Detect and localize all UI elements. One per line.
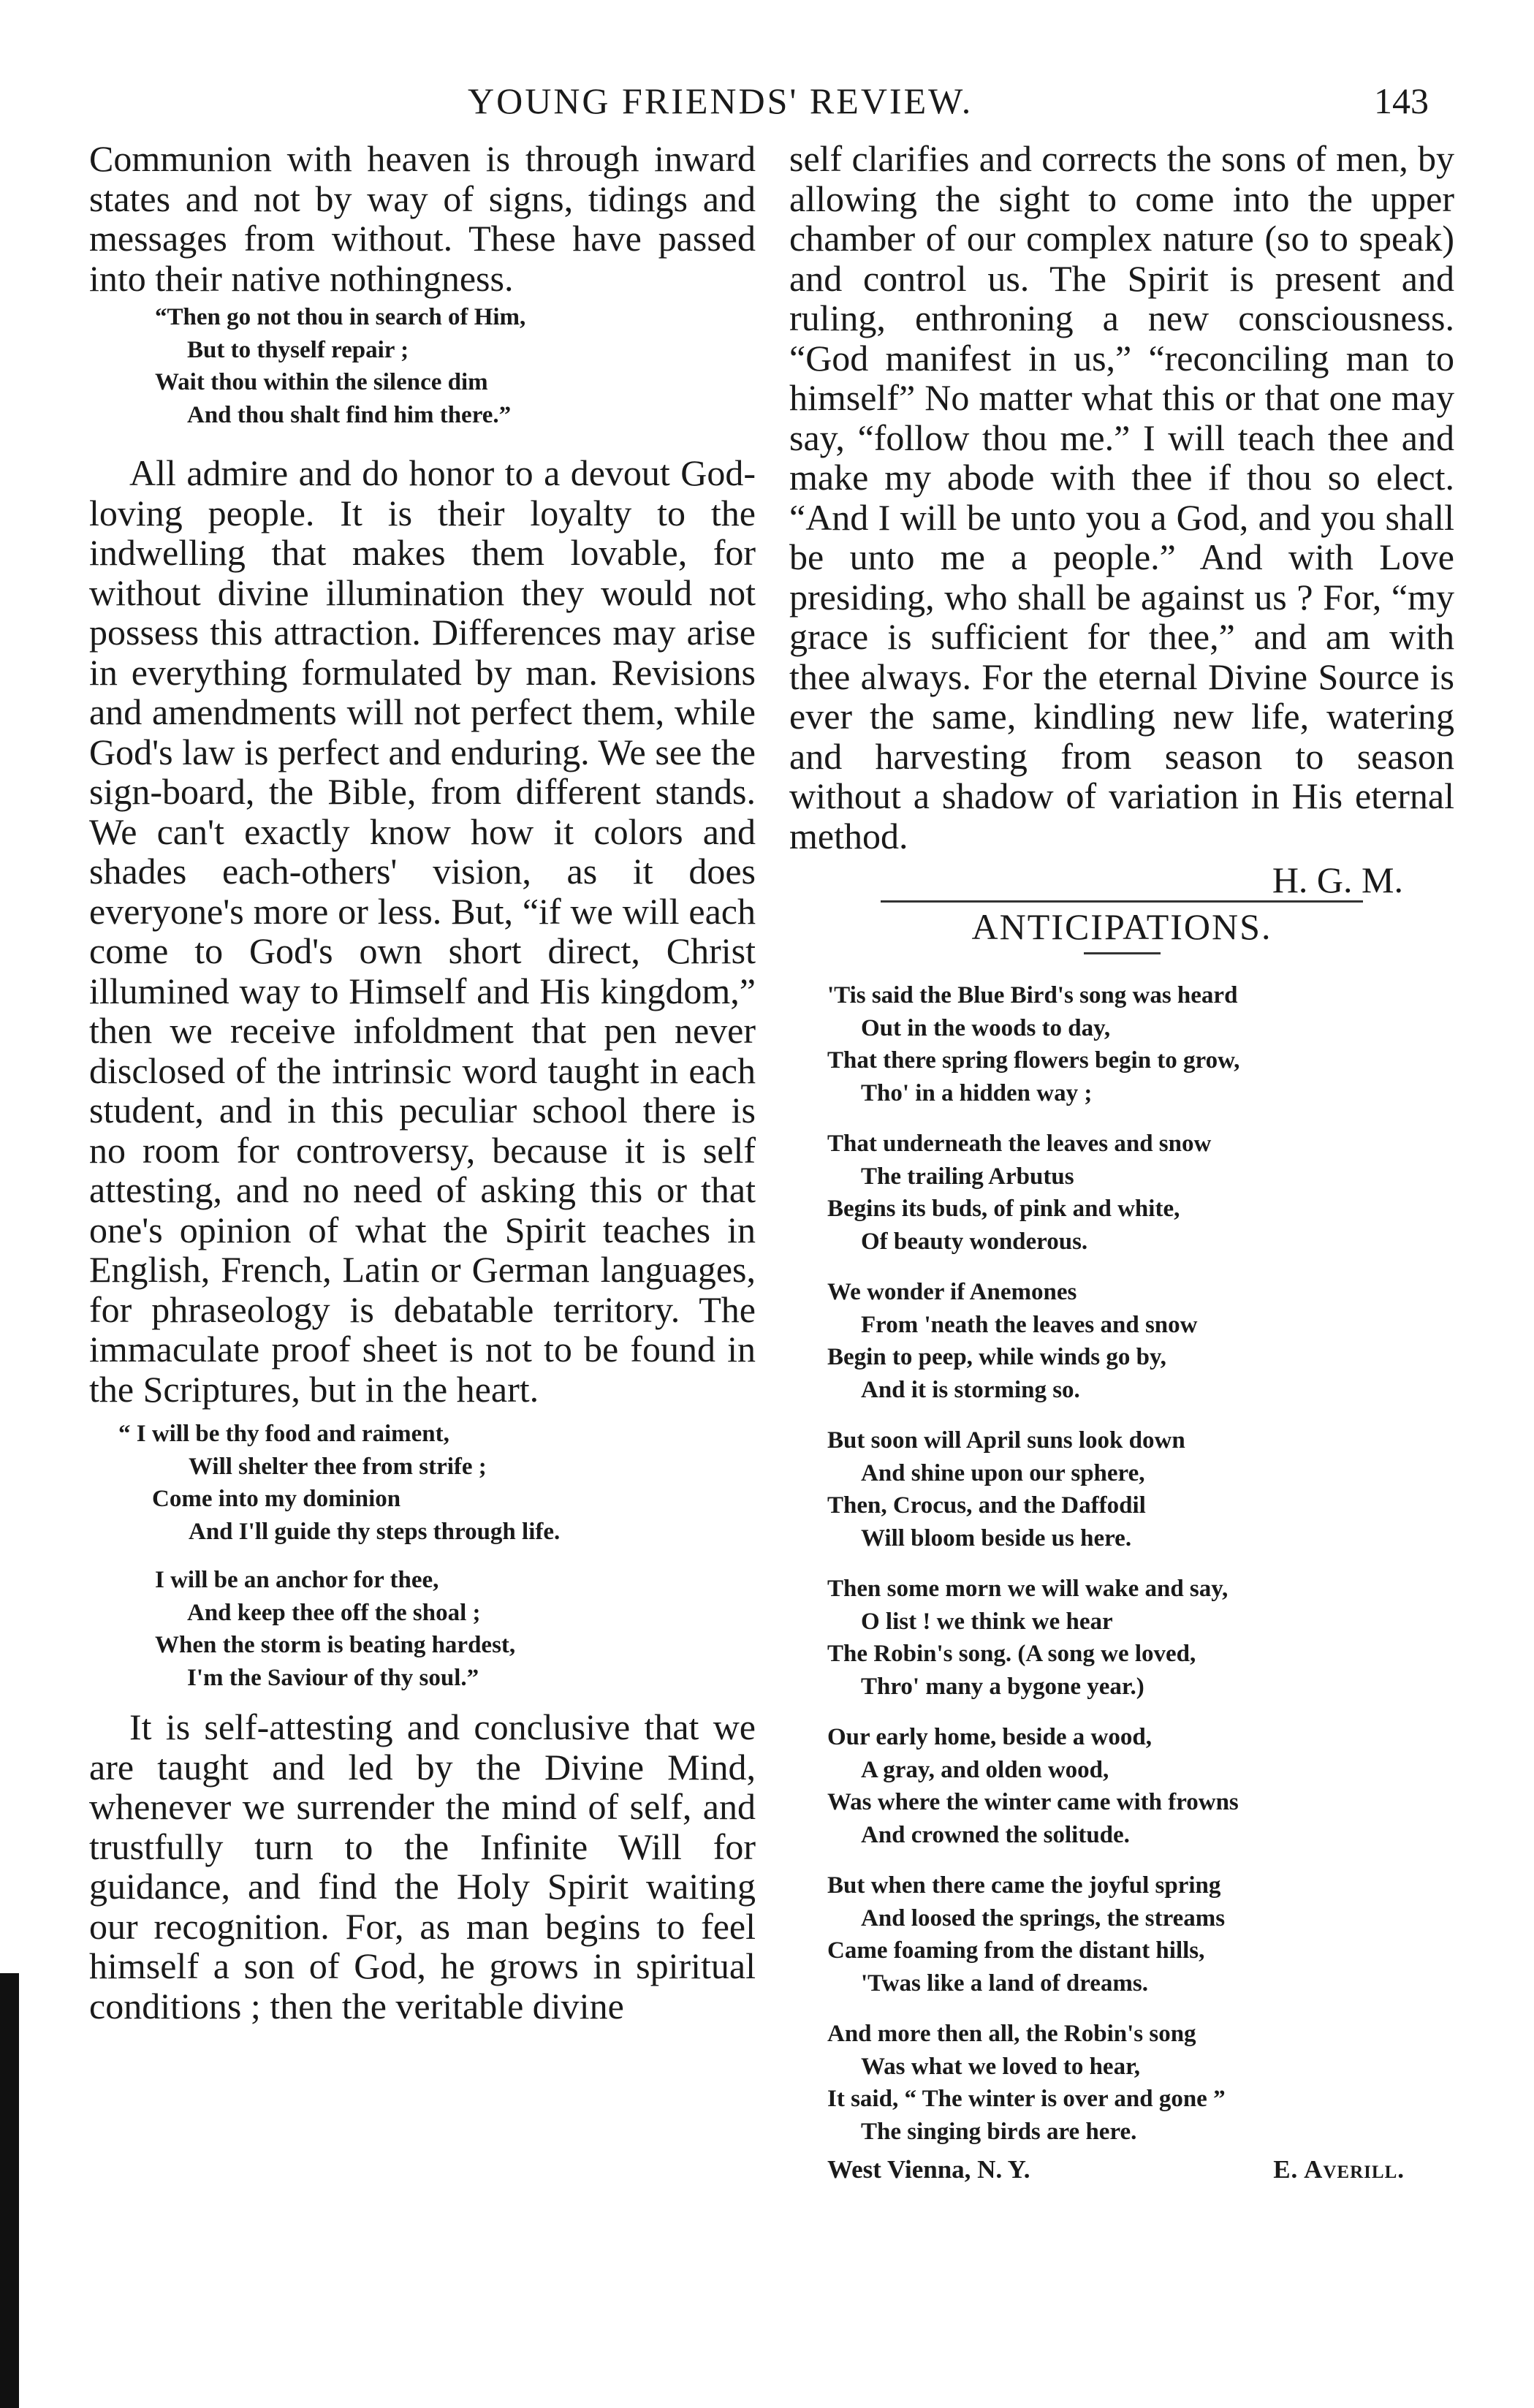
verse-line: And keep thee off the shoal ;: [187, 1599, 481, 1626]
scan-edge: [0, 1973, 19, 2408]
paragraph: self clarifies and corrects the sons of men, by allowing the sight to come into the upper chamber of our complex nature (so to speak) and control us. The Spirit is present and ruling, enthroning a new consciousness. “God manifest in us,” “reconciling man to himself” No matter what this or that one may say, “follow thou me.” I will teach thee and make my abode with thee if thou so elect. “And I will be unto you a God, and you shall be unto me a people.” And with Love presiding, who shall be against us ? For, “my grace is sufficient for thee,” and am with thee always. For the eternal Divine Source is ever the same, kindling new life, watering and harvesting from season to season without a shadow of variation in His eternal method.: [789, 138, 1454, 857]
verse-line: A gray, and olden wood,: [861, 1756, 1109, 1783]
verse-line: That underneath the leaves and snow: [827, 1131, 1212, 1157]
verse-line: Was what we loved to hear,: [861, 2053, 1140, 2080]
poem-stanza: [827, 1128, 1454, 1258]
paragraph: It is self-attesting and conclusive that we are taught and led by the Divine Mind, whenever we surrender the mind of self, and trustfully turn to the Infinite Will for guidance, and find the Holy Spirit waiting our recognition. For, as man begins to feel himself a son of God, he grows in spiritual conditions ; then the veritable divine: [89, 1706, 756, 2027]
running-title: YOUNG FRIENDS' REVIEW.: [468, 80, 973, 121]
poem-stanza: [827, 1424, 1454, 1554]
poem-credit: [827, 2150, 1405, 2190]
verse-line: And it is storming so.: [861, 1376, 1080, 1403]
verse-line: O list ! we think we hear: [861, 1608, 1113, 1635]
author-name: E. Averill.: [1273, 2155, 1405, 2184]
verse-line: Will shelter thee from strife ;: [189, 1453, 487, 1480]
verse-line: Then, Crocus, and the Daffodil: [827, 1492, 1146, 1519]
verse-line: Then some morn we will wake and say,: [827, 1576, 1229, 1602]
verse-line: The trailing Arbutus: [861, 1163, 1074, 1190]
verse-line: Our early home, beside a wood,: [827, 1724, 1152, 1750]
verse-line: I will be an anchor for thee,: [155, 1567, 439, 1593]
verse-line: But soon will April suns look down: [827, 1427, 1185, 1454]
right-column: [789, 139, 1454, 2190]
verse-line: Out in the woods to day,: [861, 1014, 1111, 1041]
verse-line: Was where the winter came with frowns: [827, 1789, 1239, 1815]
verse-line: And shine upon our sphere,: [861, 1459, 1145, 1486]
verse-line: It said, “ The winter is over and gone ”: [827, 2086, 1226, 2112]
poem-stanza: [827, 1721, 1454, 1851]
signature: H. G. M.: [1272, 859, 1403, 900]
verse-line: “Then go not thou in search of Him,: [155, 304, 526, 330]
verse-line: Will bloom beside us here.: [861, 1524, 1132, 1551]
poem: [789, 979, 1454, 2190]
verse-line: Came foaming from the distant hills,: [827, 1937, 1205, 1964]
left-column: [89, 139, 756, 2026]
verse-line: Of beauty wonderous.: [861, 1228, 1088, 1255]
paragraph: All admire and do honor to a devout God-loving people. It is their loyalty to the indwelling that makes them lovable, for without divine illumination they would not possess this attraction. Differences may arise in everything formulated by man. Revisions and amendments will not perfect them, while God's law is perfect and enduring. We see the sign-board, the Bible, from different stands. We can't exactly know how it colors and shades each-others' vision, as it does everyone's more or less. But, “if we will each come to God's own short direct, Christ illumined way to Himself and His kingdom,” then we receive infoldment that pen never disclosed of the intrinsic word taught in each student, and in this peculiar school there is no room for controversy, because it is self attesting, and no need of asking this or that one's opinion of what the Spirit teaches in English, French, Latin or German languages, for phraseology is debatable territory. The immaculate proof sheet is not to be found in the Scriptures, but in the heart.: [89, 452, 756, 1410]
verse-line: The singing birds are here.: [861, 2118, 1137, 2145]
verse-line: And more then all, the Robin's song: [827, 2021, 1196, 2047]
quotation-verse: [89, 1418, 756, 1548]
verse-line: When the storm is beating hardest,: [155, 1632, 516, 1658]
verse-line: And loosed the springs, the streams: [861, 1904, 1226, 1932]
verse-line: The Robin's song. (A song we loved,: [827, 1641, 1196, 1667]
place-line: West Vienna, N. Y.: [827, 2155, 1030, 2184]
verse-line: But to thyself repair ;: [187, 336, 409, 363]
page-number: 143: [1374, 80, 1429, 121]
quotation-verse: [89, 1564, 756, 1694]
verse-line: And thou shalt find him there.”: [187, 401, 512, 428]
verse-line: And crowned the solitude.: [861, 1821, 1130, 1848]
verse-line: That there spring flowers begin to grow,: [827, 1047, 1240, 1074]
verse-line: “ I will be thy food and raiment,: [118, 1421, 449, 1447]
poem-stanza: [827, 979, 1454, 1109]
verse-line: I'm the Saviour of thy soul.”: [187, 1664, 479, 1691]
verse-line: Come into my dominion: [152, 1486, 401, 1512]
verse-line: We wonder if Anemones: [827, 1279, 1077, 1305]
verse-line: Wait thou within the silence dim: [155, 369, 488, 395]
verse-line: 'Twas like a land of dreams.: [861, 1970, 1148, 1997]
page-header: [0, 72, 1534, 130]
verse-line: Begins its buds, of pink and white,: [827, 1196, 1180, 1222]
quotation-verse: [89, 301, 756, 431]
verse-line: Begin to peep, while winds go by,: [827, 1344, 1166, 1370]
verse-line: But when there came the joyful spring: [827, 1872, 1221, 1899]
verse-line: Thro' many a bygone year.): [861, 1673, 1144, 1700]
poem-stanza: [827, 1276, 1454, 1406]
title-rule: [1084, 952, 1161, 954]
verse-line: From 'neath the leaves and snow: [861, 1311, 1198, 1338]
poem-stanza: [827, 1573, 1454, 1703]
verse-line: And I'll guide thy steps through life.: [189, 1518, 561, 1545]
verse-line: Tho' in a hidden way ;: [861, 1079, 1093, 1106]
paragraph: Communion with heaven is through inward states and not by way of signs, tidings and messages from without. These have passed into their native nothingness.: [89, 138, 756, 299]
poem-stanza: [827, 2018, 1454, 2148]
poem-stanza: [827, 1869, 1454, 1999]
verse-line: 'Tis said the Blue Bird's song was heard: [827, 982, 1238, 1009]
poem-title: ANTICIPATIONS.: [971, 905, 1272, 947]
